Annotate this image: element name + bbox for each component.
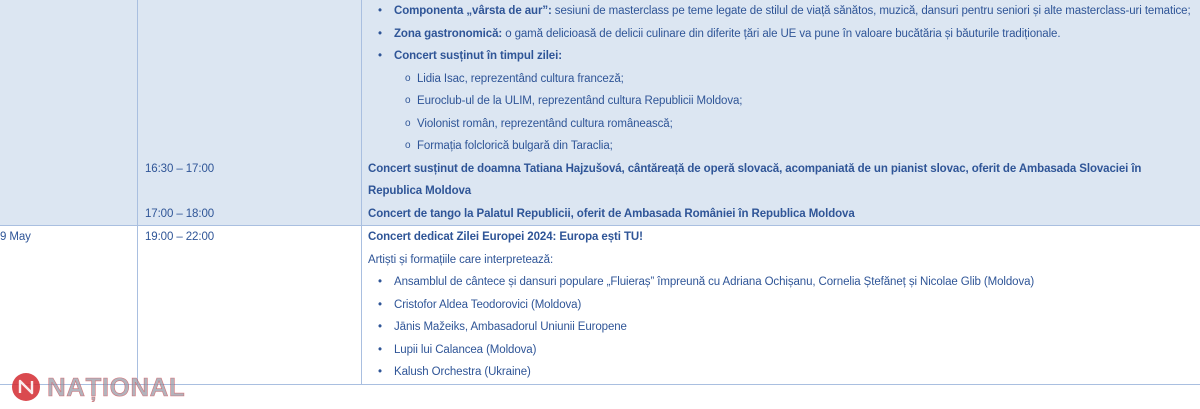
bullet-icon: •	[378, 276, 382, 288]
activities-cell	[362, 0, 1200, 158]
event-cell	[362, 226, 1200, 384]
event-title: Concert dedicat Zilei Europei 2024: Europa ești TU!	[368, 231, 643, 243]
bullet-icon: •	[378, 298, 382, 311]
performer-name: Cristofor Aldea Teodorovici (Moldova)	[394, 298, 582, 311]
performers-list	[368, 271, 1196, 384]
sub-list-item	[368, 90, 1196, 113]
sub-item-text: Formația folclorică bulgară din Taraclia;	[417, 140, 613, 152]
time-cell: 17:00 – 18:00	[138, 203, 362, 226]
sub-item-text: Violonist român, reprezentând cultura românească;	[417, 117, 673, 130]
list-item	[368, 339, 1196, 362]
bullet-icon: •	[378, 366, 382, 378]
concert-performers-list	[368, 68, 1196, 158]
list-item-daytime-concert	[368, 45, 1196, 158]
hollow-bullet-icon: o	[405, 117, 411, 129]
bullet-icon: •	[378, 343, 382, 356]
sub-list-item	[368, 68, 1196, 91]
bullet-icon: •	[378, 50, 382, 62]
sub-list-item	[368, 113, 1196, 136]
watermark-text: NAȚIONAL	[47, 372, 186, 402]
schedule-block-europe-day	[0, 226, 1200, 385]
date-cell: 9 May	[0, 226, 138, 384]
hollow-bullet-icon: o	[405, 140, 411, 151]
item-text: sesiuni de masterclass pe teme legate de stilul de viață sănătos, muzică, dansuri pentru seniori și alte masterclass-uri tematice;	[551, 5, 1191, 17]
date-cell-empty	[0, 0, 138, 225]
item-heading: Componenta „vârsta de aur”:	[394, 5, 552, 17]
time-cell: 19:00 – 22:00	[138, 226, 362, 384]
hollow-bullet-icon: o	[405, 95, 411, 106]
bullet-icon: •	[378, 27, 382, 40]
bullet-icon: •	[378, 321, 382, 333]
performers-intro: Artiști și formațiile care interpretează:	[368, 253, 554, 266]
list-item	[368, 361, 1196, 384]
item-heading: Concert susținut în timpul zilei:	[394, 50, 562, 62]
event-cell	[362, 158, 1200, 203]
performer-name: Lupii lui Calancea (Moldova)	[394, 343, 537, 356]
time-cell: 16:30 – 17:00	[138, 158, 362, 203]
activities-list	[368, 0, 1196, 158]
item-text: o gamă delicioasă de delicii culinare din diferite țări ale UE va pune în valoare bucătăria și băuturile tradiționale.	[502, 27, 1061, 40]
sub-list-item	[368, 135, 1196, 158]
performer-name: Jānis Mažeiks, Ambasadorul Uniunii Europene	[394, 321, 627, 333]
list-item	[368, 316, 1196, 339]
event-title: Concert susținut de doamna Tatiana Hajzušová, cântăreață de operă slovacă, acompaniată de un pianist slovac, oferit de Ambasada Slovaciei în Republica Moldova	[368, 162, 1142, 197]
sub-item-text: Euroclub-ul de la ULIM, reprezentând cultura Republicii Moldova;	[417, 95, 743, 107]
sub-item-text: Lidia Isac, reprezentând cultura franceză;	[417, 72, 624, 85]
bullet-icon: •	[378, 5, 382, 17]
list-item	[368, 271, 1196, 294]
time-cell-empty	[138, 0, 362, 158]
performer-name: Kalush Orchestra (Ukraine)	[394, 366, 531, 378]
event-title: Concert de tango la Palatul Republicii, oferit de Ambasada României în Republica Moldova	[368, 207, 855, 220]
item-heading: Zona gastronomică:	[394, 27, 503, 40]
hollow-bullet-icon: o	[405, 72, 411, 84]
list-item-golden-age	[368, 0, 1196, 23]
list-item	[368, 294, 1196, 317]
event-cell	[362, 203, 1200, 226]
performer-name: Ansamblul de cântece și dansuri populare „Fluieraș” împreună cu Adriana Ochișanu, Cornelia Ștefăneț și Nicolae Glib (Moldova)	[394, 276, 1035, 288]
list-item-gastronomy	[368, 23, 1196, 46]
